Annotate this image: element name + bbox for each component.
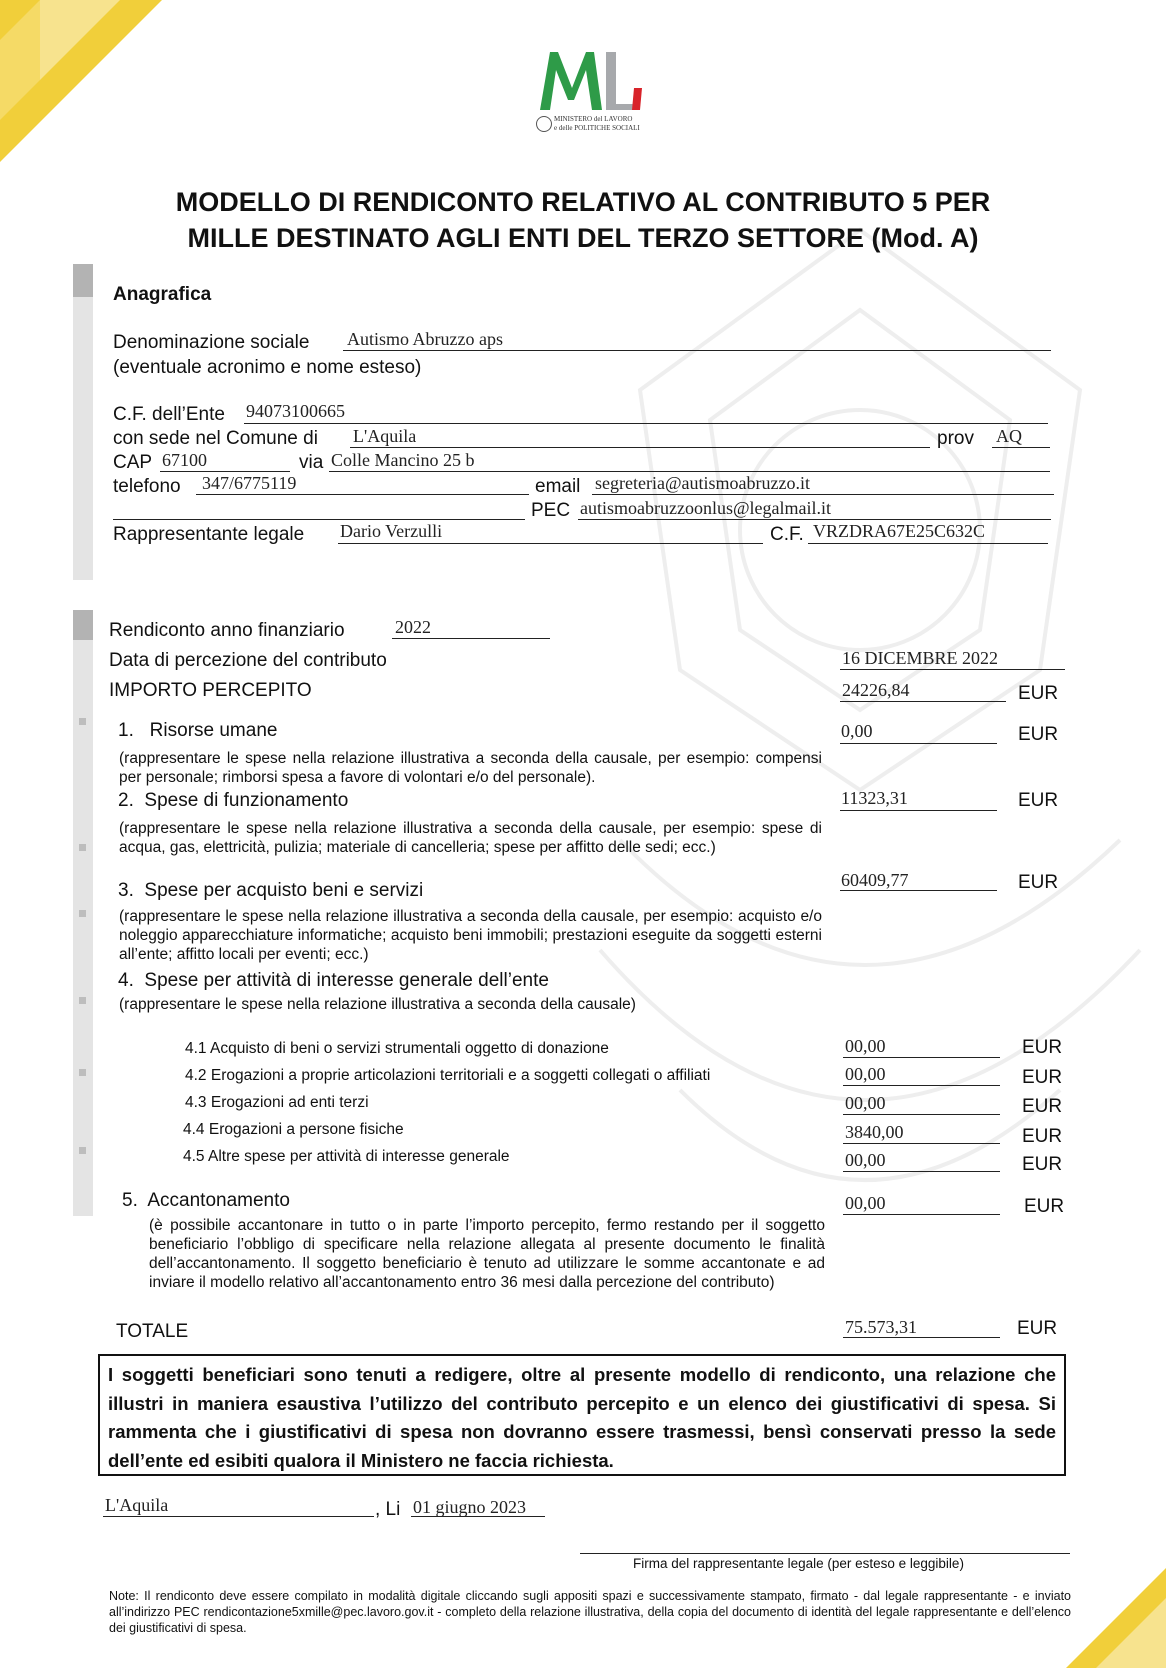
- currency-label: EUR: [1022, 1096, 1063, 1117]
- section-value[interactable]: 11323,31: [841, 788, 908, 808]
- subitem-label: 4.4 Erogazioni a persone fisiche: [183, 1121, 404, 1138]
- anno-field-line: [392, 638, 550, 639]
- email-field[interactable]: segreteria@autismoabruzzo.it: [595, 473, 810, 493]
- cap-label: CAP: [113, 452, 153, 473]
- cf-rapp-field[interactable]: VRZDRA67E25C632C: [813, 521, 986, 541]
- via-label: via: [299, 452, 324, 473]
- section-value-line: [840, 743, 997, 744]
- ministry-logo: [536, 48, 646, 140]
- data-percezione-label: Data di percezione del contributo: [109, 650, 387, 671]
- telefono-field-line: [196, 494, 529, 495]
- currency-label: EUR: [1018, 683, 1059, 704]
- date-field[interactable]: 01 giugno 2023: [413, 1497, 527, 1517]
- telefono-field[interactable]: 347/6775119: [202, 473, 297, 493]
- logo-line2: e delle POLITICHE SOCIALI: [554, 124, 640, 132]
- section-value-line: [840, 810, 997, 811]
- anno-label: Rendiconto anno finanziario: [109, 620, 345, 641]
- anagrafica-heading: Anagrafica: [113, 284, 212, 305]
- importo-label: IMPORTO PERCEPITO: [109, 680, 312, 701]
- cap-field-line: [160, 471, 290, 472]
- bullet-marker: [79, 910, 86, 917]
- currency-label: EUR: [1022, 1154, 1063, 1175]
- currency-label: EUR: [1018, 872, 1059, 893]
- rappresentante-field[interactable]: Dario Verzulli: [340, 521, 443, 541]
- subitem-label: 4.2 Erogazioni a proprie articolazioni territoriali e a soggetti collegati o affiliati: [185, 1067, 711, 1084]
- emblem-icon: [536, 116, 552, 132]
- signature-line[interactable]: [580, 1553, 1070, 1554]
- section-title: 4. Spese per attività di interesse generale dell’ente: [118, 970, 549, 991]
- firma-label: Firma del rappresentante legale (per esteso e leggibile): [633, 1556, 964, 1571]
- subitem-value[interactable]: 00,00: [845, 1036, 886, 1056]
- cap-field[interactable]: 67100: [162, 450, 207, 470]
- accantonamento-description: (è possibile accantonare in tutto o in parte l’importo percepito, fermo restando per il soggetto beneficiario l’obbligo di specificare nella relazione allegata al presente documento le finalità dell’accantonamento. Il soggetto beneficiario è tenuto ad utilizzare le somme accantonate e ad inviare il modello relativo all’accantonamento entro 36 mesi dalla percezione del contributo): [149, 1217, 825, 1291]
- notice-box: [98, 1354, 1066, 1476]
- importo-field[interactable]: 24226,84: [842, 680, 910, 700]
- section-title: 1. Risorse umane: [118, 720, 278, 741]
- data-percezione-field[interactable]: 16 DICEMBRE 2022: [842, 648, 999, 668]
- cf-ente-field[interactable]: 94073100665: [246, 401, 345, 421]
- via-field[interactable]: Colle Mancino 25 b: [331, 450, 475, 470]
- section-description: (rappresentare le spese nella relazione illustrativa a seconda della causale, per esempio: compensi per personale; rimborsi spesa a favore di volontari e/o del personale).: [119, 750, 822, 786]
- currency-label: EUR: [1024, 1196, 1065, 1217]
- prov-field[interactable]: AQ: [996, 426, 1022, 446]
- subitem-label: 4.1 Acquisto di beni o servizi strumentali oggetto di donazione: [185, 1040, 609, 1057]
- section-description: (rappresentare le spese nella relazione illustrativa a seconda della causale, per esempio: spese di acqua, gas, elettricità, pulizia; materiale di cancelleria; spese per affitto delle sedi; ecc.): [119, 820, 822, 856]
- currency-label: EUR: [1022, 1067, 1063, 1088]
- accantonamento-value[interactable]: 00,00: [845, 1193, 886, 1213]
- currency-label: EUR: [1018, 724, 1059, 745]
- pec-field-line: [578, 519, 1051, 520]
- section-description: (rappresentare le spese nella relazione illustrativa a seconda della causale, per esempio: acquisto e/o noleggio apparecchiature informatiche; acquisto beni immobili; prestazioni eseguite da soggetti esterni all’ente; affitto locali per eventi; ecc.): [119, 908, 822, 963]
- bullet-marker: [79, 844, 86, 851]
- cf-ente-field-line: [244, 423, 1048, 424]
- subitem-value[interactable]: 00,00: [845, 1150, 886, 1170]
- subitem-value-line: [843, 1171, 1000, 1172]
- totale-label: TOTALE: [116, 1321, 189, 1342]
- bullet-marker: [79, 1069, 86, 1076]
- corner-decoration-top-left: [0, 0, 170, 170]
- bullet-marker: [79, 718, 86, 725]
- accantonamento-title: 5. Accantonamento: [122, 1190, 290, 1211]
- via-field-line: [329, 471, 1050, 472]
- importo-field-line: [840, 701, 1006, 702]
- rappresentante-label: Rappresentante legale: [113, 524, 305, 545]
- pec-label: PEC: [531, 500, 571, 521]
- section-bar-rendiconto-marker: [73, 610, 93, 640]
- currency-label: EUR: [1018, 790, 1059, 811]
- title-line1: MODELLO DI RENDICONTO RELATIVO AL CONTRIBUTO 5 PER: [175, 187, 991, 217]
- currency-label: EUR: [1022, 1037, 1063, 1058]
- logo-line1: MINISTERO del LAVORO: [554, 115, 633, 123]
- bullet-marker: [79, 997, 86, 1004]
- ml-logo-icon: [536, 48, 646, 114]
- anno-field[interactable]: 2022: [395, 617, 431, 637]
- prov-field-line: [992, 447, 1050, 448]
- section-bar-anagrafica: [73, 264, 93, 580]
- li-label: , Li: [375, 1499, 401, 1520]
- subitem-value[interactable]: 00,00: [845, 1064, 886, 1084]
- place-field[interactable]: L'Aquila: [105, 1495, 169, 1515]
- section-title: 3. Spese per acquisto beni e servizi: [118, 880, 424, 901]
- footer-note: Note: Il rendiconto deve essere compilato in modalità digitale cliccando sugli appositi spazi e successivamente stampato, firmato - dal legale rappresentante - e inviato all’indirizzo PEC rendicontazione5xmille@pec.lavoro.gov.it - completo della relazione illustrativa, della copia del documento di identità del legale rappresentante e dell’elenco dei giustificativi di spesa.: [109, 1589, 1071, 1635]
- section-description: (rappresentare le spese nella relazione illustrativa a seconda della causale): [119, 996, 636, 1013]
- subitem-value-line: [843, 1143, 1000, 1144]
- page-title: [0, 184, 1166, 256]
- subitem-label: 4.3 Erogazioni ad enti terzi: [185, 1094, 369, 1111]
- currency-label: EUR: [1022, 1126, 1063, 1147]
- rappresentante-field-line: [338, 543, 763, 544]
- bullet-marker: [79, 1147, 86, 1154]
- notice-text: I soggetti beneficiari sono tenuti a redigere, oltre al presente modello di rendiconto, una relazione che illustri in maniera esaustiva l’utilizzo del contributo percepito e un elenco dei giustificativi di spesa. Si rammenta che i giustificativi di spesa non dovranno essere trasmessi, bensì conservati presso la sede dell’ente ed esibiti qualora il Ministero ne faccia richiesta.: [108, 1364, 1056, 1471]
- blank-field-line: [113, 519, 525, 520]
- cf-rapp-field-line: [808, 543, 1048, 544]
- denominazione-field[interactable]: Autismo Abruzzo aps: [347, 329, 503, 349]
- section-bar-anagrafica-marker: [73, 264, 93, 297]
- subitem-value[interactable]: 3840,00: [845, 1122, 904, 1142]
- cf-ente-label: C.F. dell’Ente: [113, 404, 225, 425]
- section-title: 2. Spese di funzionamento: [118, 790, 349, 811]
- subitem-value-line: [843, 1114, 1000, 1115]
- totale-value[interactable]: 75.573,31: [845, 1317, 917, 1337]
- email-label: email: [535, 476, 581, 497]
- comune-field[interactable]: L'Aquila: [353, 426, 417, 446]
- pec-field[interactable]: autismoabruzzoonlus@legalmail.it: [580, 498, 832, 518]
- place-field-line: [103, 1516, 374, 1517]
- subitem-label: 4.5 Altre spese per attività di interesse generale: [183, 1148, 510, 1165]
- section-value[interactable]: 60409,77: [841, 870, 909, 890]
- cf-rapp-label: C.F.: [770, 524, 804, 545]
- title-line2: MILLE DESTINATO AGLI ENTI DEL TERZO SETTORE (Mod. A): [187, 223, 979, 253]
- denominazione-field-line: [343, 350, 1051, 351]
- section-value[interactable]: 0,00: [841, 721, 873, 741]
- currency-label: EUR: [1017, 1318, 1058, 1339]
- telefono-label: telefono: [113, 476, 181, 497]
- corner-decoration-bottom-right: [1066, 1568, 1166, 1668]
- subitem-value-line: [843, 1085, 1000, 1086]
- subitem-value[interactable]: 00,00: [845, 1093, 886, 1113]
- comune-field-line: [350, 447, 930, 448]
- email-field-line: [592, 494, 1054, 495]
- acronimo-label: (eventuale acronimo e nome esteso): [113, 357, 422, 378]
- comune-label: con sede nel Comune di: [113, 428, 318, 449]
- denominazione-label: Denominazione sociale: [113, 332, 310, 353]
- accantonamento-value-line: [843, 1214, 1000, 1215]
- data-percezione-field-line: [840, 669, 1065, 670]
- prov-label: prov: [937, 428, 974, 449]
- subitem-value-line: [843, 1057, 1000, 1058]
